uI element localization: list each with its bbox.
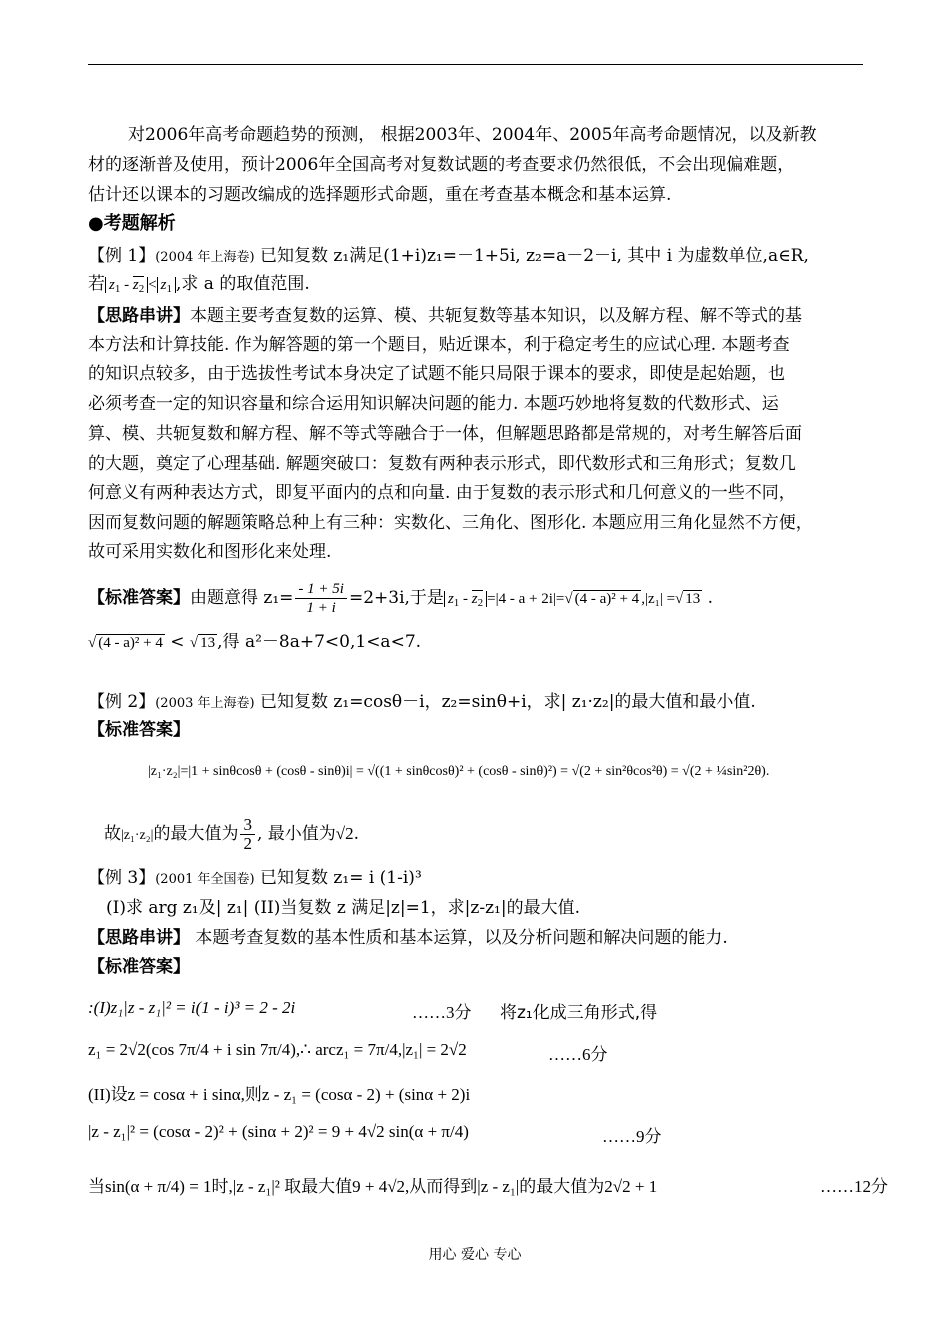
ex1-idea-line-7: 何意义有两种表达方式，即复平面内的点和向量. 由于复数的表示形式和几何意义的一些不同， [88, 483, 796, 503]
ex1-answer-fraction: $\frac{- 1 + 5i}{1 + i}$ [295, 580, 347, 617]
ex3-statement [88, 866, 422, 892]
ex1-source: (2004 年上海卷) [155, 250, 255, 265]
page-footer: 用心 爱心 专心 [428, 1247, 522, 1263]
ex1-tag: 【例 1】 [88, 246, 156, 266]
ex3-idea: 【思路串讲】 本题考查复数的基本性质和基本运算，以及分析问题和解决问题的能力. [88, 928, 728, 948]
ex1-answer-tag: 【标准答案】 [88, 588, 190, 608]
ex1-answer: 【标准答案】由题意得 z₁= $\frac{- 1 + 5i}{1 + i}$ =2+3i,于是 $z_1 - z_2 =|4 - a + 2i|=√$ (4 - a)² + 4 ,|z₁| =√ 13 . [88, 581, 714, 616]
ex2-min-value: √2 [335, 824, 354, 843]
ex2-tag: 【例 2】 [88, 692, 156, 712]
section-title: ●考题解析 [88, 213, 176, 234]
ex3-step-1-note: 将z₁化成三角形式,得 [500, 1003, 658, 1023]
ex2-text: 已知复数 z₁=cosθ－i，z₂=sinθ+i，求| z₁·z₂|的最大值和最小值. [260, 692, 756, 712]
ex1-answer-line-2: √ (4 - a)² + 4 < √ 13 ,得 a²－8a+7<0,1<a<7. [88, 632, 422, 652]
ex3-step-4-score: ……9分 [602, 1127, 662, 1146]
ex1-text: 已知复数 z₁满足(1+i)z₁=－1+5i, z₂=a－2－i, 其中 i 为虚数单位,a∈R, [260, 246, 809, 266]
ex3-step-5-score: ……12分 [820, 1177, 888, 1196]
intro-line-2: 材的逐渐普及使用，预计2006年全国高考对复数试题的考查要求仍然很低，不会出现偏难题， [88, 155, 795, 175]
ex3-source: (2001 年全国卷) [155, 872, 255, 887]
ex3-answer-tag: 【标准答案】 [88, 957, 190, 977]
intro-line-3: 估计还以课本的习题改编成的选择题形式命题，重在考查基本概念和基本运算. [88, 185, 672, 205]
ex1-answer-sqrt1: √ (4 - a)² + 4 [564, 591, 640, 607]
ex1-idea-line-1: 【思路串讲】本题主要考查复数的运算、模、共轭复数等基本知识，以及解方程、解不等式的基 [88, 306, 802, 326]
ex1-condition-prefix: 若 [88, 274, 105, 294]
ex3-tag: 【例 3】 [88, 868, 156, 888]
ex1-answer-sqrt1-repeat: √ (4 - a)² + 4 [88, 635, 163, 651]
ex1-idea-line-9: 故可采用实数化和图形化来处理. [88, 542, 332, 562]
ex3-step-1-score: ……3分 [412, 1003, 472, 1022]
ex3-text: 已知复数 z₁= i (1-i)³ [260, 868, 422, 888]
ex3-step-5: 当sin(α + π/4) = 1时,|z - z₁|² 取最大值9 + 4√2,从而得到|z - z₁|的最大值为2√2 + 1 [88, 1177, 658, 1196]
ex3-questions: (I)求 arg z₁及| z₁| (II)当复数 z 满足|z|=1，求|z-z₁|的最大值. [106, 898, 580, 918]
ex2-max-fraction: $\frac{3}{2}$ [240, 816, 255, 853]
ex1-answer-text1: 由题意得 z₁= [190, 588, 294, 608]
ex1-answer-text2: =2+3i,于是 [348, 588, 444, 608]
ex3-step-2: z₁ = 2√2(cos 7π/4 + i sin 7π/4),∴ arcz₁ = 7π/4,|z₁| = 2√2 [88, 1040, 467, 1059]
ex2-formula: |z₁·z₂|=|1 + sinθcosθ + (cosθ - sinθ)i| = √((1 + sinθcosθ)² + (cosθ - sinθ)²) = √(2 + sin²θcos²θ) = √(2 + ¼sin²2θ). [148, 764, 770, 779]
ex1-condition-suffix: ,求 a 的取值范围. [176, 274, 310, 294]
ex1-answer-sqrt2: √ 13 [675, 591, 701, 607]
ex3-step-3: (II)设z = cosα + i sinα,则z - z₁ = (cosα - 2) + (sinα + 2)i [88, 1085, 471, 1104]
ex2-conclusion: 故|z₁·z₂|的最大值为 $\frac{3}{2}$ , 最小值为√2. [104, 815, 360, 853]
ex1-answer-sqrt2-repeat: √ 13 [189, 635, 216, 651]
ex1-answer-mid1: =|4 - a + 2i|= [487, 591, 565, 607]
ex3-step-4: |z - z₁|² = (cosα - 2)² + (sinα + 2)² = 9 + 4√2 sin(α + π/4) [88, 1122, 469, 1141]
ex1-idea-line-8: 因而复数问题的解题策略总种上有三种：实数化、三角化、图形化. 本题应用三角化显然不方便， [88, 513, 813, 533]
ex2-conclusion-abs: |z₁·z₂| [121, 828, 154, 843]
ex1-idea-line-3: 的知识点较多，由于选拔性考试本身决定了试题不能只局限于课本的要求，即使是起始题，也 [88, 364, 785, 384]
header-rule [88, 64, 863, 65]
ex2-statement [88, 690, 756, 716]
ex1-condition-math: $z_1 - z_2 < z_1$ [105, 277, 176, 293]
ex2-answer-tag: 【标准答案】 [88, 720, 190, 740]
ex1-idea-line-6: 的大题，奠定了心理基础. 解题突破口：复数有两种表示形式，即代数形式和三角形式；复数几 [88, 454, 796, 474]
ex1-idea-line-4: 必须考查一定的知识容量和综合运用知识解决问题的能力. 本题巧妙地将复数的代数形式、运 [88, 394, 779, 414]
ex1-idea-tag: 【思路串讲】 [88, 306, 190, 326]
ex3-idea-tag: 【思路串讲】 [88, 928, 190, 948]
intro-line-1: 对2006年高考命题趋势的预测， 根据2003年、2004年、2005年高考命题情况，以及新教 [128, 125, 817, 145]
ex3-step-1: :(I)z₁|z - z₁|² = i(1 - i)³ = 2 - 2i [88, 998, 296, 1017]
ex1-idea-line-5: 算、模、共轭复数和解方程、解不等式等融合于一体，但解题思路都是常规的，对考生解答后面 [88, 424, 802, 444]
ex1-statement [88, 244, 809, 270]
ex1-answer-modulus: $z_1 - z_2$ [444, 591, 487, 607]
ex3-step-2-score: ……6分 [548, 1045, 608, 1064]
ex1-idea-line-2: 本方法和计算技能. 作为解答题的第一个题目，贴近课本，利于稳定考生的应试心理. 本题考查 [88, 335, 790, 355]
ex1-answer-end: ,得 a²－8a+7<0,1<a<7. [217, 632, 422, 652]
ex1-answer-mid2: ,|z₁| = [641, 591, 676, 607]
ex1-condition [88, 272, 310, 301]
ex2-source: (2003 年上海卷) [155, 696, 255, 711]
